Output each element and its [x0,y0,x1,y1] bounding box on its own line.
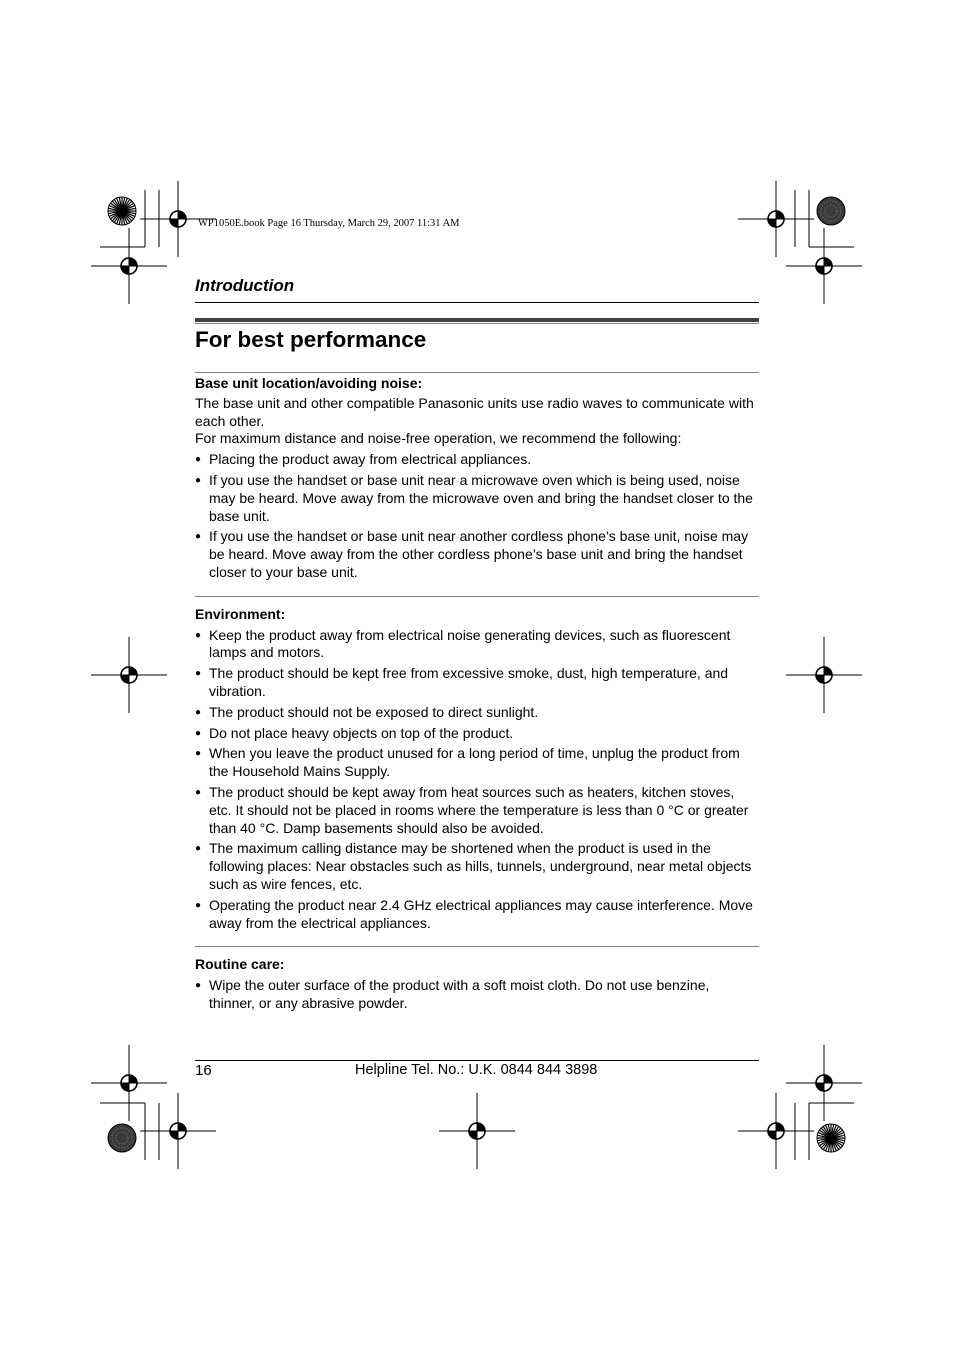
section-base-unit-location [195,375,759,582]
section-heading: Base unit location/avoiding noise: [195,375,423,391]
list-item: ● The product should be kept free from excessive smoke, dust, high temperature, and vibration. [195,665,759,701]
paragraph: The base unit and other compatible Panasonic units use radio waves to communicate with each other. [195,394,754,429]
list-item: ● Do not place heavy objects on top of the product. [195,725,759,743]
helpline-text: Helpline Tel. No.: U.K. 0844 844 3898 [355,1062,598,1078]
section-heading: Routine care: [195,956,285,973]
bullet-list [195,451,759,582]
bullet-list [195,977,759,1013]
print-header: WP1050E.book Page 16 Thursday, March 29, 2007 11:31 AM [198,218,460,229]
list-item: ● Placing the product away from electrical appliances. [195,451,759,469]
paragraph: For maximum distance and noise-free operation, we recommend the following: [195,430,682,447]
section-routine-care [195,956,759,1012]
title-underline [195,372,759,373]
list-item: ● The product should not be exposed to direct sunlight. [195,704,759,722]
list-item: ● The maximum calling distance may be shortened when the product is used in the following places: Near obstacles such as hills, tunnels, underground, near metal objects such as wire fences, etc. [195,840,759,893]
section-environment [195,606,759,933]
section-divider [195,946,759,947]
bullet-list [195,627,759,933]
section-title: Introduction [195,276,295,295]
content [195,375,759,1016]
list-item: ● When you leave the product unused for a long period of time, unplug the product from the Household Mains Supply. [195,745,759,781]
title-rule-thick [195,318,759,322]
list-item: ● Wipe the outer surface of the product with a soft moist cloth. Do not use benzine, thinner, or any abrasive powder. [195,977,759,1013]
list-item: ● The product should be kept away from heat sources such as heaters, kitchen stoves, etc. It should not be placed in rooms where the temperature is less than 0 °C or greater than 40 °C. Damp basements should also be avoided. [195,784,759,837]
title-rule-thin [195,323,759,324]
list-item: ● Operating the product near 2.4 GHz electrical appliances may cause interference. Move away from the electrical appliances. [195,897,759,933]
section-divider [195,596,759,597]
section-heading: Environment: [195,605,286,622]
page-number: 16 [195,1062,212,1079]
page-title: For best performance [195,327,427,352]
list-item: ● Keep the product away from electrical noise generating devices, such as fluorescent lamps and motors. [195,627,759,663]
list-item: ● If you use the handset or base unit near another cordless phone’s base unit, noise may be heard. Move away from the other cordless phone’s base unit and bring the handset closer to your base unit. [195,528,759,581]
footer-rule [195,1060,759,1061]
section-rule [195,302,759,303]
list-item: ● If you use the handset or base unit near a microwave oven which is being used, noise may be heard. Move away from the microwave oven and bring the handset closer to the base unit. [195,472,759,525]
